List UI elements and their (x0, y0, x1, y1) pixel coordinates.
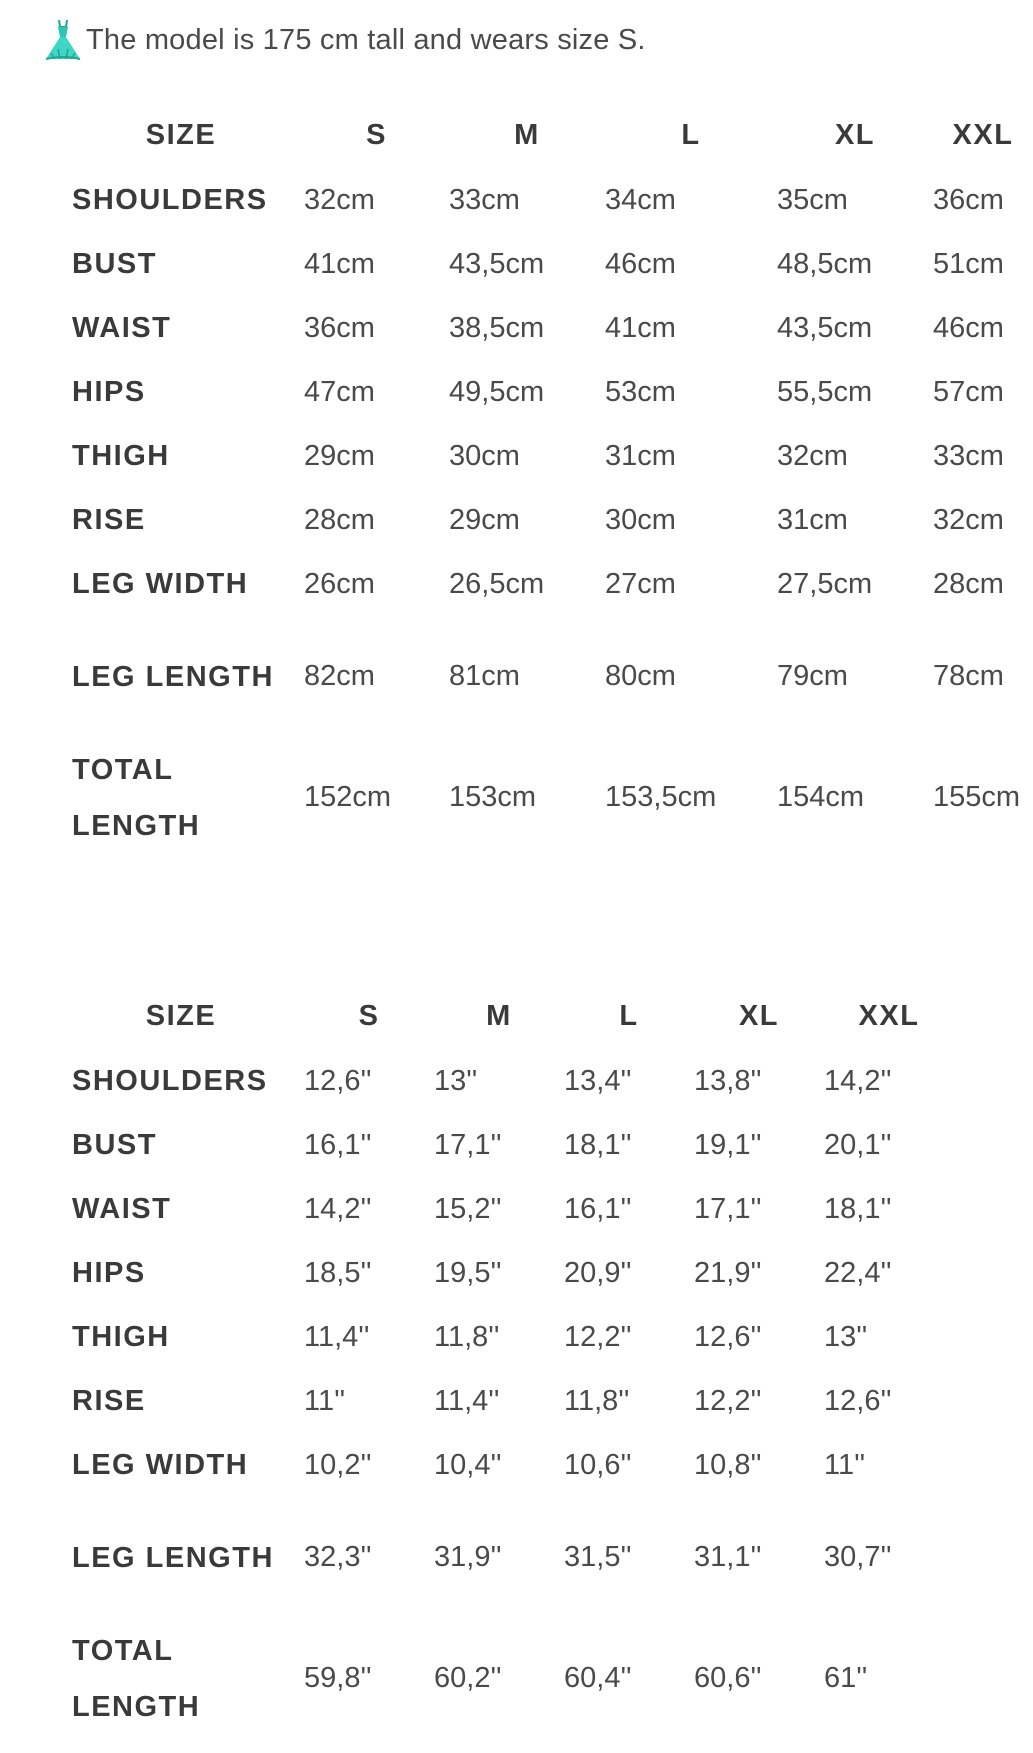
table-cell: 32cm (777, 439, 848, 472)
table-cell: 33cm (449, 183, 520, 216)
table-cell: 13,8'' (694, 1064, 762, 1097)
table-cell: 26,5cm (449, 567, 545, 600)
table-cell: 154cm (777, 781, 865, 813)
table-cell: 31cm (605, 439, 676, 472)
row-label: HIPS (72, 1257, 146, 1289)
table-cell: 14,2'' (304, 1192, 372, 1225)
row-label: TOTAL LENGTH (72, 753, 201, 842)
header-l: L (681, 118, 701, 151)
table-cell: 55,5cm (777, 375, 873, 408)
table-cell: 19,5'' (434, 1256, 502, 1289)
table-cell: 11,8'' (434, 1320, 500, 1353)
header-m: M (514, 118, 540, 151)
header-xl: XL (738, 999, 780, 1032)
table-cell: 10,2'' (304, 1448, 372, 1481)
row-label: BUST (72, 1129, 157, 1161)
row-label: WAIST (72, 312, 172, 344)
header-s: S (366, 118, 387, 151)
table-cell: 46cm (933, 311, 1004, 344)
table-cell: 31cm (777, 503, 848, 536)
row-label: WAIST (72, 1193, 172, 1225)
table-header-row (58, 102, 1033, 168)
table-cell: 17,1'' (434, 1128, 502, 1161)
header-size: SIZE (145, 118, 217, 151)
table-cell: 17,1'' (694, 1192, 762, 1225)
table-cell: 46cm (605, 247, 676, 280)
table-cell: 18,1'' (564, 1128, 632, 1161)
table-cell: 11'' (824, 1448, 866, 1481)
table-cell: 27,5cm (777, 567, 873, 600)
table-cell: 22,4'' (824, 1256, 892, 1289)
table-cell: 36cm (933, 183, 1004, 216)
header-xxl: XXL (952, 118, 1014, 151)
row-label: THIGH (72, 1321, 170, 1353)
table-cell: 30,7'' (824, 1541, 892, 1573)
header-size: SIZE (145, 999, 217, 1032)
header-l: L (619, 999, 639, 1032)
table-cell: 79cm (777, 660, 848, 692)
table-cell: 16,1'' (564, 1192, 632, 1225)
table-cell: 13'' (434, 1064, 478, 1097)
table-cell: 48,5cm (777, 247, 873, 280)
table-cell: 82cm (304, 660, 375, 692)
row-label: SHOULDERS (72, 1065, 268, 1097)
table-cell: 11,4'' (434, 1384, 500, 1417)
table-cell: 31,1'' (694, 1541, 762, 1573)
table-cell: 13,4'' (564, 1064, 632, 1097)
table-cell: 30cm (449, 439, 520, 472)
table-row (58, 488, 1033, 552)
table-row (58, 1618, 954, 1739)
table-cell: 41cm (304, 247, 375, 280)
table-cell: 10,4'' (434, 1448, 502, 1481)
dress-icon (44, 19, 82, 61)
table-row (58, 1305, 954, 1369)
table-cell: 18,5'' (304, 1256, 372, 1289)
table-cell: 10,8'' (694, 1448, 762, 1481)
table-cell: 80cm (605, 660, 676, 692)
table-row (58, 232, 1033, 296)
table-cell: 35cm (777, 183, 848, 216)
table-cell: 59,8'' (304, 1662, 372, 1694)
model-size-note (44, 18, 646, 62)
table-cell: 81cm (449, 660, 520, 692)
row-label: LEG WIDTH (72, 568, 249, 600)
table-cell: 47cm (304, 375, 375, 408)
table-row (58, 616, 1033, 737)
table-cell: 153cm (449, 781, 537, 813)
table-cell: 12,2'' (694, 1384, 762, 1417)
table-cell: 33cm (933, 439, 1004, 472)
table-row (58, 1113, 954, 1177)
table-cell: 43,5cm (777, 311, 873, 344)
table-cell: 12,6'' (824, 1384, 892, 1417)
table-cell: 31,9'' (434, 1541, 502, 1573)
header-xxl: XXL (858, 999, 920, 1032)
table-cell: 57cm (933, 375, 1004, 408)
row-label: RISE (72, 1385, 146, 1417)
table-cell: 14,2'' (824, 1064, 892, 1097)
table-cell: 60,4'' (564, 1662, 632, 1694)
table-cell: 152cm (304, 781, 392, 813)
row-label: LEG LENGTH (72, 1541, 274, 1574)
table-cell: 36cm (304, 311, 375, 344)
table-cell: 29cm (304, 439, 375, 472)
table-row (58, 1049, 954, 1113)
table-cell: 49,5cm (449, 375, 545, 408)
table-row (58, 1433, 954, 1497)
table-cell: 12,6'' (694, 1320, 762, 1353)
table-row (58, 296, 1033, 360)
table-cell: 61'' (824, 1662, 868, 1694)
table-cell: 32cm (304, 183, 375, 216)
table-cell: 18,1'' (824, 1192, 892, 1225)
row-label: THIGH (72, 440, 170, 472)
table-row (58, 1497, 954, 1618)
size-table-inches (58, 983, 954, 1739)
table-row (58, 552, 1033, 616)
table-cell: 28cm (933, 567, 1004, 600)
table-row (58, 1177, 954, 1241)
table-row (58, 1369, 954, 1433)
table-header-row (58, 983, 954, 1049)
table-cell: 16,1'' (304, 1128, 372, 1161)
table-cell: 38,5cm (449, 311, 545, 344)
table-cell: 32,3'' (304, 1541, 372, 1573)
table-cell: 26cm (304, 567, 375, 600)
table-cell: 28cm (304, 503, 375, 536)
table-cell: 60,2'' (434, 1662, 502, 1694)
table-cell: 53cm (605, 375, 676, 408)
table-row (58, 737, 1033, 858)
table-row (58, 360, 1033, 424)
row-label: LEG LENGTH (72, 660, 274, 693)
table-cell: 78cm (933, 660, 1004, 692)
model-size-note-text: The model is 175 cm tall and wears size S. (86, 23, 646, 56)
table-cell: 21,9'' (694, 1256, 762, 1289)
table-cell: 29cm (449, 503, 520, 536)
table-cell: 32cm (933, 503, 1004, 536)
row-label: BUST (72, 248, 157, 280)
row-label: SHOULDERS (72, 184, 268, 216)
table-row (58, 168, 1033, 232)
table-cell: 30cm (605, 503, 676, 536)
table-cell: 51cm (933, 247, 1004, 280)
table-row (58, 424, 1033, 488)
table-cell: 60,6'' (694, 1662, 762, 1694)
table-cell: 153,5cm (605, 781, 717, 813)
table-cell: 20,9'' (564, 1256, 632, 1289)
row-label: RISE (72, 504, 146, 536)
table-cell: 13'' (824, 1320, 868, 1353)
table-cell: 34cm (605, 183, 676, 216)
table-cell: 27cm (605, 567, 676, 600)
table-cell: 31,5'' (564, 1541, 632, 1573)
table-cell: 41cm (605, 311, 676, 344)
row-label: LEG WIDTH (72, 1449, 249, 1481)
table-cell: 10,6'' (564, 1448, 632, 1481)
table-cell: 15,2'' (434, 1192, 502, 1225)
row-label: HIPS (72, 376, 146, 408)
header-xl: XL (834, 118, 876, 151)
table-cell: 155cm (933, 781, 1021, 813)
table-cell: 11,8'' (564, 1384, 630, 1417)
table-cell: 20,1'' (824, 1128, 892, 1161)
table-cell: 12,6'' (304, 1064, 372, 1097)
table-cell: 11,4'' (304, 1320, 370, 1353)
header-m: M (486, 999, 512, 1032)
table-cell: 11'' (304, 1384, 346, 1417)
table-cell: 43,5cm (449, 247, 545, 280)
header-s: S (358, 999, 380, 1032)
table-cell: 19,1'' (694, 1128, 762, 1161)
table-cell: 12,2'' (564, 1320, 632, 1353)
row-label: TOTAL LENGTH (72, 1634, 201, 1723)
table-row (58, 1241, 954, 1305)
size-table-cm (58, 102, 1033, 858)
